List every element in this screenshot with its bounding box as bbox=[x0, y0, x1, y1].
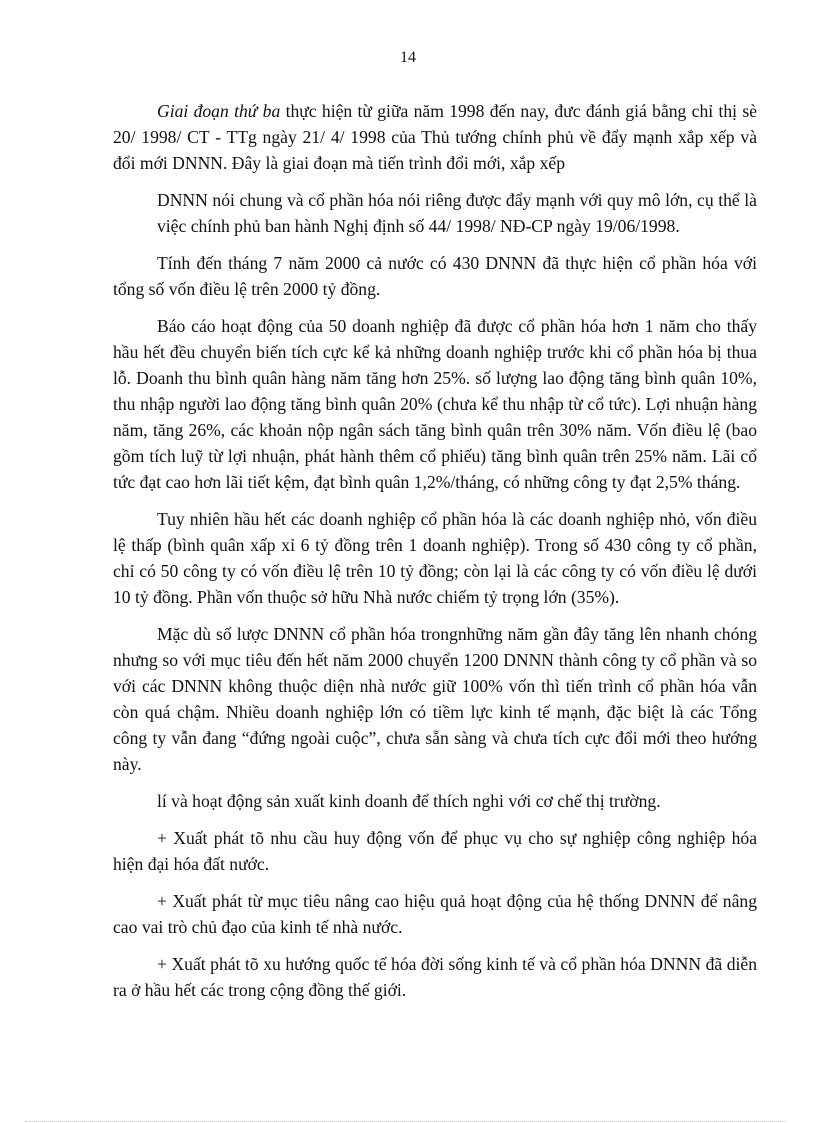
paragraph-text: lí và hoạt động sản xuất kinh doanh để thích nghi với cơ chế thị trường. bbox=[157, 791, 661, 811]
paragraph-decree-44 bbox=[113, 187, 757, 239]
paragraph-july-2000 bbox=[113, 250, 757, 302]
paragraph-text: + Xuất phát tõ xu hướng quốc tế hóa đời sống kinh tế và cổ phần hóa DNNN đã diễn ra ở hầu hết các trong cộng đồng thế giới. bbox=[113, 954, 757, 1000]
page-number: 14 bbox=[400, 49, 416, 66]
paragraph-text: thực hiện từ giữa năm 1998 đến nay, đưc đánh giá bằng chỉ thị sè 20/ 1998/ CT - TTg ngày 21/ 4/ 1998 của Thủ tướng chính phủ về đẩy mạnh xắp xếp và đổi mới DNNN. Đây là giai đoạn mà tiến trình đổi mới, xắp xếp bbox=[113, 101, 757, 173]
paragraph-text: Tính đến tháng 7 năm 2000 cả nước có 430 DNNN đã thực hiện cổ phần hóa với tổng số vốn điều lệ trên 2000 tỷ đồng. bbox=[113, 253, 757, 299]
paragraph-text: + Xuất phát tõ nhu cầu huy động vốn để phục vụ cho sự nghiệp công nghiệp hóa hiện đại hóa đất nước. bbox=[113, 828, 757, 874]
paragraph-phase-three bbox=[113, 98, 757, 176]
paragraph-market-adaptation bbox=[113, 788, 757, 814]
paragraph-text: DNNN nói chung và cổ phần hóa nói riêng được đẩy mạnh với quy mô lớn, cụ thể là việc chính phủ ban hành Nghị định số 44/ 1998/ NĐ-CP ngày 19/06/1998. bbox=[157, 190, 757, 236]
document-body bbox=[113, 98, 757, 1014]
paragraph-text: + Xuất phát từ mục tiêu nâng cao hiệu quả hoạt động của hệ thống DNNN để nâng cao vai trò chủ đạo của kinh tế nhà nước. bbox=[113, 891, 757, 937]
page-bottom-divider bbox=[25, 1121, 785, 1122]
list-item-efficiency-goal bbox=[113, 888, 757, 940]
list-item-capital-demand bbox=[113, 825, 757, 877]
paragraph-text: Báo cáo hoạt động của 50 doanh nghiệp đã được cổ phần hóa hơn 1 năm cho thấy hầu hết đều chuyển biến tích cực kể kả những doanh nghiệp trước khi cổ phần hóa bị thua lỗ. Doanh thu bình quân hàng năm tăng hơn 25%. số lượng lao động tăng bình quân 10%, thu nhập người lao động tăng bình quân 20% (chưa kể thu nhập từ cổ tức). Lợi nhuận hàng năm, tăng 26%, các khoản nộp ngân sách tăng bình quân trên 30% năm. Vốn điều lệ (bao gồm tích luỹ từ lợi nhuận, phát hành thêm cổ phiếu) tăng bình quân trên 25% năm. Lãi cổ tức đạt cao hơn lãi tiết kệm, đạt bình quân 1,2%/tháng, có những công ty đạt 2,5% tháng. bbox=[113, 316, 757, 492]
paragraph-slow-progress bbox=[113, 621, 757, 777]
italic-lead-phrase: Giai đoạn thứ ba bbox=[157, 101, 281, 121]
list-item-internationalization bbox=[113, 951, 757, 1003]
paragraph-report-50-enterprises bbox=[113, 313, 757, 495]
paragraph-small-enterprises bbox=[113, 506, 757, 610]
paragraph-text: Mặc dù số lược DNNN cổ phần hóa trongnhững năm gần đây tăng lên nhanh chóng nhưng so với mục tiêu đến hết năm 2000 chuyển 1200 DNNN thành công ty cổ phần và so với các DNNN không thuộc diện nhà nước giữ 100% vốn thì tiến trình cổ phần hóa vẫn còn quá chậm. Nhiều doanh nghiệp lớn có tiềm lực kinh tế mạnh, đặc biệt là các Tổng công ty vẫn đang “đứng ngoài cuộc”, chưa sẵn sàng và chưa tích cực đổi mới theo hướng này. bbox=[113, 624, 757, 774]
paragraph-text: Tuy nhiên hầu hết các doanh nghiệp cổ phần hóa là các doanh nghiệp nhỏ, vốn điều lệ thấp (bình quân xấp xỉ 6 tỷ đồng trên 1 doanh nghiệp). Trong số 430 công ty cổ phần, chỉ có 50 công ty có vốn điều lệ trên 10 tỷ đồng; còn lại là các công ty có vốn điều lệ dưới 10 tỷ đồng. Phần vốn thuộc sở hữu Nhà nước chiếm tỷ trọng lớn (35%). bbox=[113, 509, 757, 607]
